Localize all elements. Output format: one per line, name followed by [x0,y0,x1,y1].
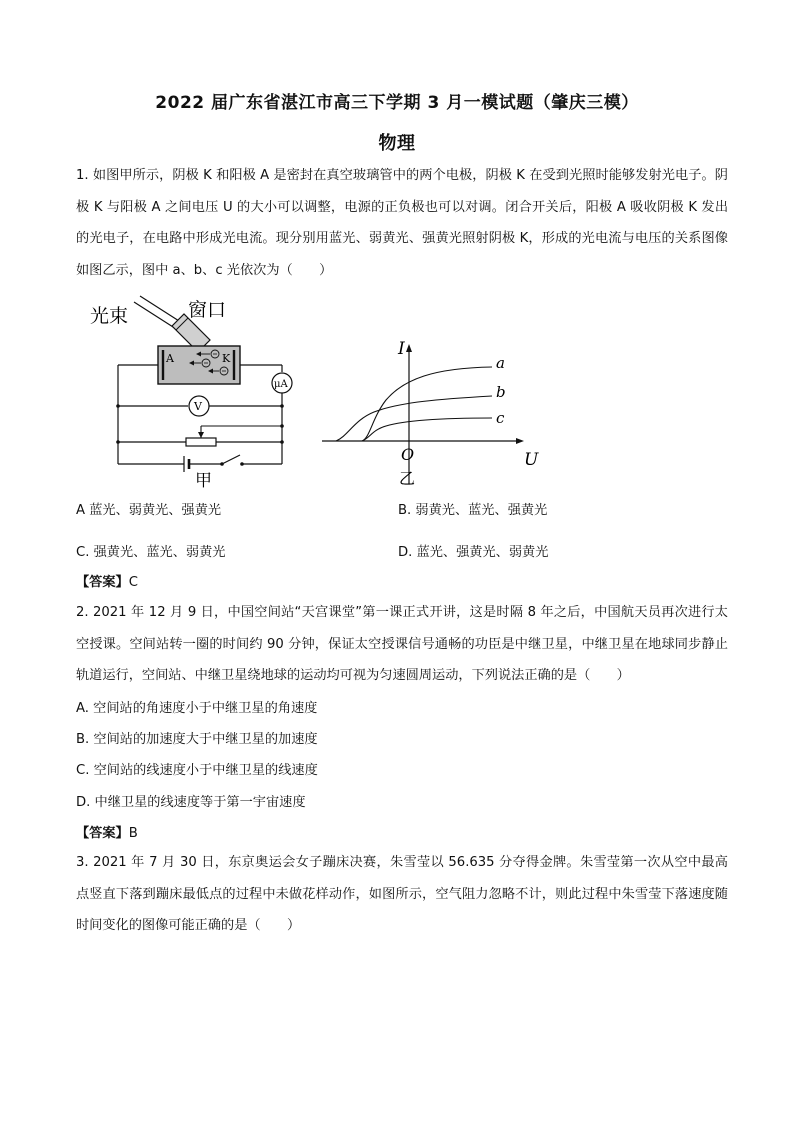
question-3-text: 3. 2021 年 7 月 30 日，东京奥运会女子蹦床决赛，朱雪莹以 56.635 分夺得金牌。朱雪莹第一次从空中最高点竖直下落到蹦床最低点的过程中未做花样动作，如图所示，空气阻力忽略不计，则此过程中朱雪莹下落速度随时间变化的图像可能正确的是（ ） [76,855,728,933]
q2-answer [76,822,138,841]
label-anode: A [166,352,174,365]
x-axis-label: U [524,450,539,470]
q1-answer-value: C [128,575,138,590]
curve-b-label: b [496,383,506,401]
question-2-text: 2. 2021 年 12 月 9 日，中国空间站“天宫课堂”第一课正式开讲，这是时隔 8 年之后，中国航天员再次进行太空授课。空间站转一圈的时间约 90 分钟，保证太空授课信号通畅的功臣是中继卫星，中继卫星在地球同步静止轨道运行，空间站、中继卫星绕地球的运动均可视为匀速圆周运动，下列说法正确的是（ ） [76,605,728,683]
label-cathode: K [222,352,231,365]
q2-option-d: D. 中继卫星的线速度等于第一宇宙速度 [76,795,306,810]
q1-answer [76,571,138,590]
q2-option-c: C. 空间站的线速度小于中继卫星的线速度 [76,763,318,778]
q1-answer-tag: 【答案】 [76,575,129,590]
figure-yi-graph [314,334,554,494]
q1-option-a: A 蓝光、弱黄光、强黄光 [76,503,222,518]
q1-option-c: C. 强黄光、蓝光、弱黄光 [76,545,226,560]
q2-answer-value: B [128,826,138,841]
q2-option-a: A. 空间站的角速度小于中继卫星的角速度 [76,701,318,716]
label-voltmeter: V [194,400,202,413]
q1-option-b: B. 弱黄光、蓝光、强黄光 [398,503,548,518]
label-microammeter: μA [274,379,288,390]
curve-a [362,367,492,441]
q2-answer-tag: 【答案】 [76,826,129,841]
caption-jia: 甲 [195,471,212,491]
curve-c-label: c [496,409,505,427]
origin-label: O [401,445,415,464]
y-axis-label: I [398,339,405,359]
document-title: 2022 届广东省湛江市高三下学期 3 月一模试题（肇庆三模） [155,93,639,113]
figure-jia-circuit [88,292,298,492]
q2-option-b: B. 空间站的加速度大于中继卫星的加速度 [76,732,318,747]
question-1-text: 1. 如图甲所示，阴极 K 和阳极 A 是密封在真空玻璃管中的两个电极，阴极 K 在受到光照时能够发射光电子。阴极 K 与阳极 A 之间电压 U 的大小可以调整，电源的正负极也可以对调。闭合开关后，阳极 A 吸收阴极 K 发出的光电子，在电路中形成光电流。现分别用蓝光、弱黄光、强黄光照射阴极 K，形成的光电流与电压的关系图像如图乙示，图中 a、b、c 光依次为（ ） [76,168,728,278]
label-window: 窗口 [188,299,227,321]
caption-yi: 乙 [399,469,416,488]
subject-title: 物理 [378,133,416,154]
q1-option-d: D. 蓝光、强黄光、弱黄光 [398,545,549,560]
curve-a-label: a [496,354,505,372]
label-beam: 光束 [90,305,129,327]
curve-c [362,418,492,441]
